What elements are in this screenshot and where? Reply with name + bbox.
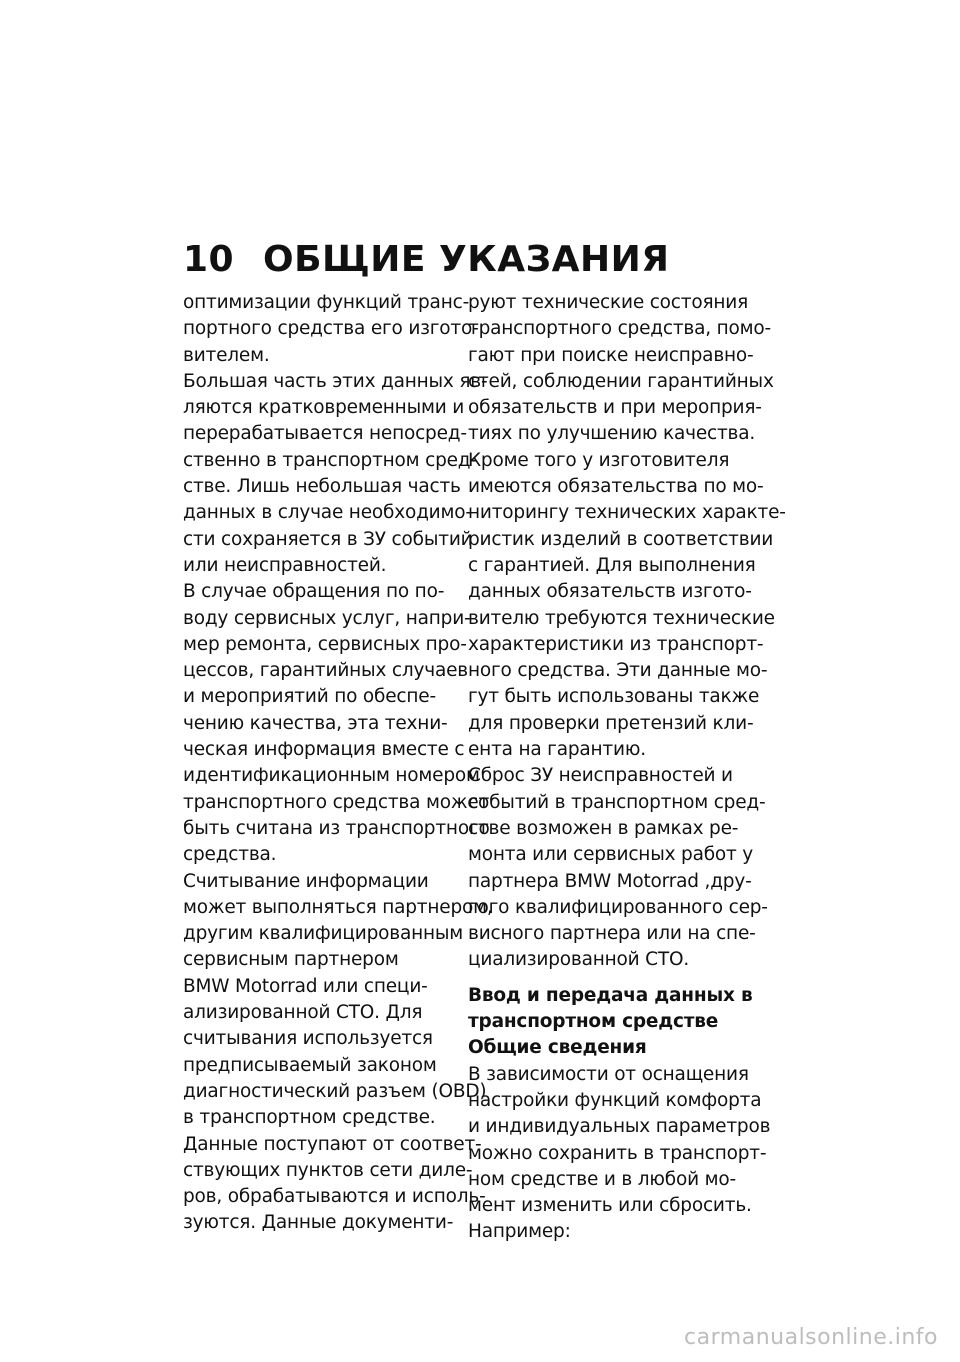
section-heading-line: Ввод и передача данных в: [468, 984, 753, 1006]
text-line: транспортного средства, помо-: [468, 318, 771, 340]
text-line: ляются кратковременными и: [183, 397, 465, 419]
text-line: Например:: [468, 1221, 571, 1243]
text-line: вителю требуются технические: [468, 607, 775, 629]
text-line: другим квалифицированным: [183, 923, 464, 945]
text-line: воду сервисных услуг, напри-: [183, 607, 471, 629]
text-line: цессов, гарантийных случаев: [183, 660, 468, 682]
text-line: данных в случае необходимо-: [183, 502, 472, 524]
text-line: оптимизации функций транс-: [183, 292, 470, 313]
text-line: Кроме того у изготовителя: [468, 449, 730, 471]
section-heading: [468, 983, 753, 1062]
text-line: портного средства его изгото-: [183, 318, 479, 340]
text-line: стве. Лишь небольшая часть: [183, 476, 461, 498]
text-line: ализированной СТО. Для: [183, 1002, 423, 1024]
subsection-heading: Общие сведения: [468, 1037, 647, 1059]
text-line: ного средства. Эти данные мо-: [468, 660, 768, 682]
text-line: зуются. Данные документи-: [183, 1212, 454, 1234]
chapter-number: 10: [183, 239, 235, 280]
chapter-title: ОБЩИЕ УКАЗАНИЯ: [263, 239, 670, 280]
text-line: быть считана из транспортного: [183, 817, 490, 839]
text-line: монта или сервисных работ у: [468, 844, 754, 866]
text-line: висного партнера или на спе-: [468, 923, 756, 945]
text-line: данных обязательств изгото-: [468, 581, 752, 603]
text-line: циализированной СТО.: [468, 949, 690, 971]
text-line: Сброс ЗУ неисправностей и: [468, 765, 733, 787]
text-line: диагностический разъем (OBD): [183, 1080, 487, 1102]
text-line: гут быть использованы также: [468, 686, 760, 708]
text-line: сервисным партнером: [183, 949, 399, 971]
text-line: чению качества, эта техни-: [183, 712, 448, 734]
text-line: партнера BMW Motorrad ,дру-: [468, 870, 752, 892]
text-line: обязательств и при мероприя-: [468, 397, 762, 419]
text-line: стве возможен в рамках ре-: [468, 817, 739, 839]
text-line: В случае обращения по по-: [183, 581, 445, 603]
text-line: событий в транспортном сред-: [468, 791, 766, 813]
text-line: ров, обрабатываются и исполь-: [183, 1186, 486, 1208]
page-title: [183, 238, 669, 282]
text-line: Большая часть этих данных яв-: [183, 370, 488, 392]
watermark: carmanualsonline.info: [684, 1325, 938, 1350]
text-line: в транспортном средстве.: [183, 1107, 436, 1129]
right-text-column: [468, 290, 786, 1246]
text-line: мент изменить или сбросить.: [468, 1195, 752, 1217]
section-heading-line: транспортном средстве: [468, 1011, 719, 1033]
text-line: предписываемый законом: [183, 1054, 437, 1076]
text-line: ческая информация вместе с: [183, 739, 465, 761]
text-line: или неисправностей.: [183, 554, 387, 576]
text-line: Считывание информации: [183, 870, 429, 892]
text-line: характеристики из транспорт-: [468, 633, 764, 655]
text-line: транспортного средства может: [183, 791, 490, 813]
text-line: можно сохранить в транспорт-: [468, 1142, 767, 1164]
text-line: и мероприятий по обеспе-: [183, 686, 436, 708]
text-line: Данные поступают от соответ-: [183, 1133, 482, 1155]
text-line: стей, соблюдении гарантийных: [468, 370, 774, 392]
text-line: мер ремонта, сервисных про-: [183, 633, 467, 655]
text-line: ственно в транспортном сред-: [183, 449, 477, 471]
text-line: В зависимости от оснащения: [468, 1063, 749, 1085]
text-line: считывания используется: [183, 1028, 433, 1050]
text-line: руют технические состояния: [468, 292, 749, 313]
text-line: BMW Motorrad или специ-: [183, 975, 428, 997]
text-line: имеются обязательства по мо-: [468, 476, 764, 498]
text-line: перерабатывается непосред-: [183, 423, 467, 445]
text-line: ента на гарантию.: [468, 739, 646, 761]
text-line: ристик изделий в соответствии: [468, 528, 774, 550]
left-text-column: [183, 290, 493, 1237]
text-line: ниторингу технических характе-: [468, 502, 786, 524]
text-line: вителем.: [183, 344, 270, 366]
text-line: гают при поиске неисправно-: [468, 344, 754, 366]
text-line: идентификационным номером: [183, 765, 480, 787]
text-line: с гарантией. Для выполнения: [468, 554, 756, 576]
text-line: может выполняться партнером,: [183, 896, 493, 918]
text-line: гого квалифицированного сер-: [468, 896, 768, 918]
text-line: для проверки претензий кли-: [468, 712, 754, 734]
text-line: сти сохраняется в ЗУ событий: [183, 528, 473, 550]
text-line: и индивидуальных параметров: [468, 1116, 771, 1138]
text-line: ствующих пунктов сети диле-: [183, 1159, 473, 1181]
text-line: тиях по улучшению качества.: [468, 423, 756, 445]
text-line: ном средстве и в любой мо-: [468, 1168, 736, 1190]
text-line: настройки функций комфорта: [468, 1089, 762, 1111]
text-line: средства.: [183, 844, 277, 866]
